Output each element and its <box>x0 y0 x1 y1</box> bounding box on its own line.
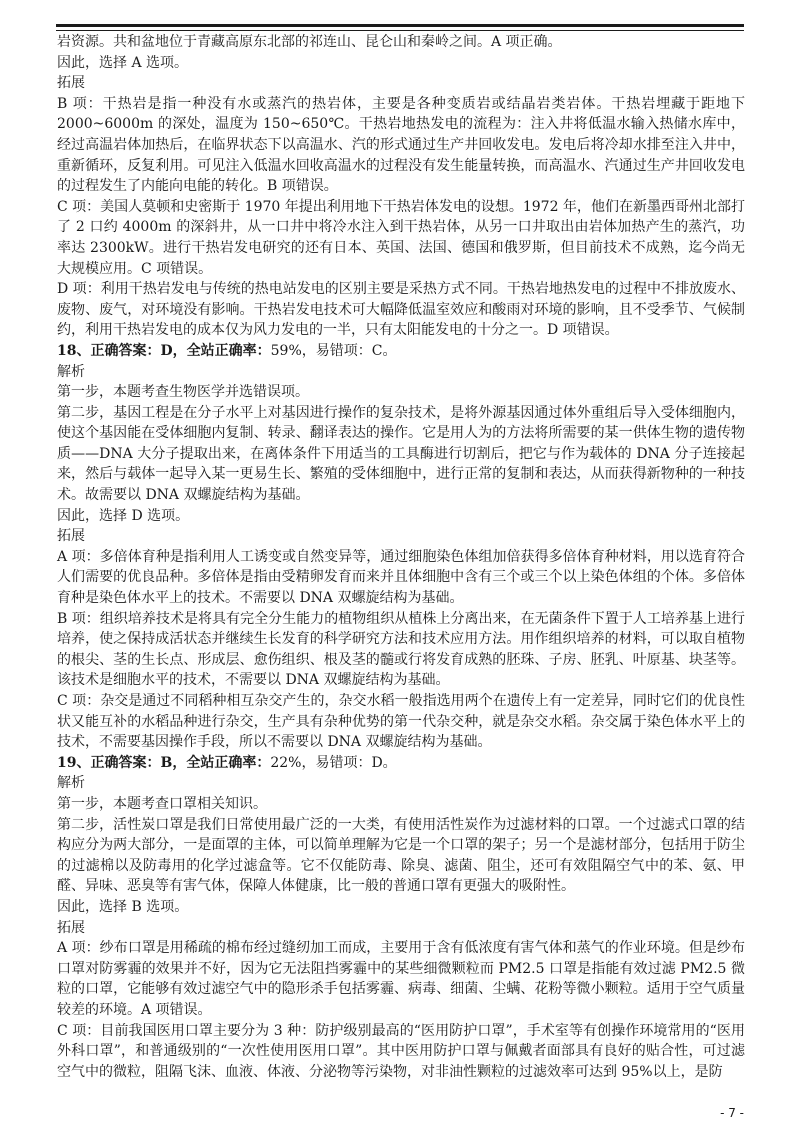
answer-value: D， <box>160 342 187 359</box>
section-label: 拓展 <box>57 75 85 92</box>
paragraph: B 项：干热岩是指一种没有水或蒸汽的热岩体，主要是各种变质岩或结晶岩类岩体。干热岩埋藏于距地下 2000~6000m 的深处，温度为 150~650℃。干热岩地热发电的流程为：注入井将低温水输入热储水库中，经过高温岩体加热后，在临界状态下以高温水、汽的形式通过生产井回收发电。发电后将冷却水排至注入井中，重新循环，反复利用。可见注入低温水回收高温水的过程没有发生能量转换，而高温水、汽通过生产井回收发电的过程发生了内能向电能的转化。B 项错误。 <box>57 95 745 195</box>
paragraph: 第一步，本题考查生物医学并选错误项。 <box>57 384 309 401</box>
wrong-option: 易错项：C。 <box>315 342 397 359</box>
paragraph: C 项：美国人莫顿和史密斯于 1970 年提出利用地下干热岩体发电的设想。1972 年，他们在新墨西哥州北部打了 2 口约 4000m 的深斜井，从一口井中将冷水注入到干热岩体，从另一口井取出由岩体加热产生的蒸汽，功率达 2300kW。进行干热岩发电研究的还有日本、英国、法国、德国和俄罗斯，但目前技术不成熟，迄今尚无大规模应用。C 项错误。 <box>57 198 745 277</box>
section-label: 拓展 <box>57 528 85 545</box>
section-label: 解析 <box>57 363 85 380</box>
page-number: - 7 - <box>720 1106 744 1120</box>
paragraph: A 项：多倍体育种是指利用人工诱变或自然变异等，通过细胞染色体组加倍获得多倍体育种材料，用以选育符合人们需要的优良品种。多倍体是指由受精卵发育而来并且体细胞中含有三个或三个以上染色体组的个体。多倍体育种是染色体水平上的技术。不需要以 DNA 双螺旋结构为基础。 <box>57 548 745 607</box>
paragraph: B 项：组织培养技术是将具有完全分生能力的植物组织从植株上分离出来，在无菌条件下置于人工培养基上进行培养，使之保持成活状态并继续生长发育的科学研究方法和技术应用方法。用作组织培养的材料，可以取自植物的根尖、茎的生长点、形成层、愈伤组织、根及茎的髓或行将发育成熟的胚珠、子房、胚乳、叶原基、块茎等。该技术是细胞水平的技术，不需要以 DNA 双螺旋结构为基础。 <box>57 610 745 689</box>
question-19-header <box>57 753 745 774</box>
wrong-option: 易错项：D。 <box>315 754 397 771</box>
header-rule-thick <box>56 24 744 27</box>
answer-value: B， <box>160 754 187 771</box>
answer-label: 正确答案： <box>90 342 161 359</box>
question-18-header <box>57 341 745 362</box>
rate-label: 全站正确率： <box>186 342 271 359</box>
page-content <box>57 32 745 1082</box>
question-number: 18、 <box>57 342 91 359</box>
text-line: 因此，选择 B 选项。 <box>57 898 189 915</box>
paragraph: C 项：杂交是通过不同稻种相互杂交产生的，杂交水稻一般指选用两个在遗传上有一定差异，同时它们的优良性状又能互补的水稻品种进行杂交，生产具有杂种优势的第一代杂交种，就是杂交水稻。杂交属于染色体水平上的技术，不需要基因操作手段，所以不需要以 DNA 双螺旋结构为基础。 <box>57 693 745 751</box>
rate-label: 全站正确率： <box>186 754 271 771</box>
text-line: 岩资源。共和盆地位于青藏高原东北部的祁连山、昆仑山和秦岭之间。A 项正确。 <box>57 34 562 50</box>
text-line: 因此，选择 A 选项。 <box>57 54 189 71</box>
rate-value: 59%， <box>270 342 316 359</box>
paragraph: 第一步，本题考查口罩相关知识。 <box>57 795 267 812</box>
text-line: 因此，选择 D 选项。 <box>57 507 190 524</box>
section-label: 拓展 <box>57 919 85 936</box>
section-label: 解析 <box>57 775 85 792</box>
answer-label: 正确答案： <box>90 754 161 771</box>
question-number: 19、 <box>57 754 91 771</box>
paragraph: D 项：利用干热岩发电与传统的热电站发电的区别主要是采热方式不同。干热岩地热发电的过程中不排放废水、废物、废气，对环境没有影响。干热岩发电技术可大幅降低温室效应和酸雨对环境的影响，且不受季节、气候制约，利用干热岩发电的成本仅为风力发电的一半，只有太阳能发电的十分之一。D 项错误。 <box>57 281 745 339</box>
paragraph: A 项：纱布口罩是用稀疏的棉布经过缝纫加工而成，主要用于含有低浓度有害气体和蒸气的作业环境。但是纱布口罩对防雾霾的效果并不好，因为它无法阻挡雾霾中的某些细微颗粒而 PM2.5 口罩是指能有效过滤 PM2.5 微粒的口罩，它能够有效过滤空气中的隐形杀手包括雾霾、病毒、细菌、尘螨、花粉等微小颗粒。适用于空气质量较差的环境。A 项错误。 <box>57 940 745 1018</box>
paragraph: C 项：目前我国医用口罩主要分为 3 种：防护级别最高的“医用防护口罩”，手术室等有创操作环境常用的“医用外科口罩”，和普通级别的“一次性使用医用口罩”。其中医用防护口罩与佩戴者面部具有良好的贴合性，可过滤空气中的微粒，阻隔飞沫、血液、体液、分泌物等污染物，对非油性颗粒的过滤效率可达到 95%以上，是防 <box>57 1022 745 1080</box>
header-rule-thin <box>56 30 744 31</box>
rate-value: 22%， <box>270 754 316 771</box>
paragraph: 第二步，基因工程是在分子水平上对基因进行操作的复杂技术，是将外源基因通过体外重组后导入受体细胞内，使这个基因能在受体细胞内复制、转录、翻译表达的操作。它是用人为的方法将所需要的某一供体生物的遗传物质——DNA 大分子提取出来，在离体条件下用适当的工具酶进行切割后，把它与作为载体的 DNA 分子连接起来，然后与载体一起导入某一更易生长、繁殖的受体细胞中，进行正常的复制和表达，从而获得新物种的一种技术。故需要以 DNA 双螺旋结构为基础。 <box>57 404 745 504</box>
paragraph: 第二步，活性炭口罩是我们日常使用最广泛的一大类，有使用活性炭作为过滤材料的口罩。一个过滤式口罩的结构应分为两大部分，一是面罩的主体，可以简单理解为它是一个口罩的架子；另一个是滤材部分，包括用于防尘的过滤棉以及防毒用的化学过滤盒等。它不仅能防毒、除臭、滤菌、阻尘，还可有效阻隔空气中的苯、氨、甲醛、异味、恶臭等有害气体，保障人体健康，比一般的普通口罩有更强大的吸附性。 <box>57 816 745 895</box>
